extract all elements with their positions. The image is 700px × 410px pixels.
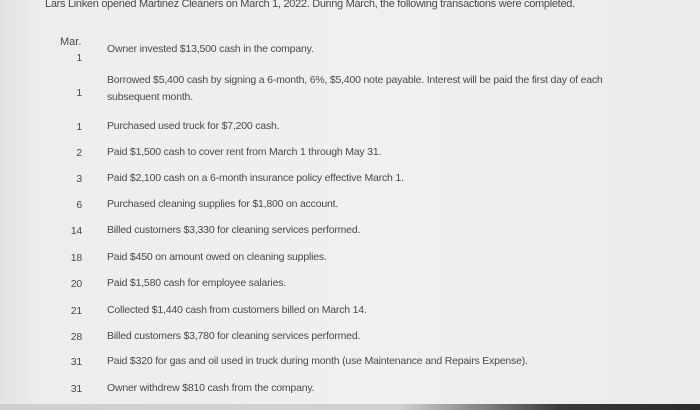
- transaction-text: Paid $450 on amount owed on cleaning supplies.: [107, 251, 327, 263]
- transaction-text: Owner invested $13,500 cash in the company.: [107, 43, 314, 55]
- bottom-edge: [0, 404, 700, 410]
- transaction-text: Paid $1,580 cash for employee salaries.: [107, 277, 286, 289]
- transaction-text: Billed customers $3,330 for cleaning services performed.: [107, 224, 361, 236]
- transaction-day: 1: [76, 87, 82, 99]
- intro-text: Lars Linken opened Martinez Cleaners on March 1, 2022. During March, the following transactions were completed.: [45, 0, 575, 10]
- transaction-text: Collected $1,440 cash from customers billed on March 14.: [107, 304, 367, 316]
- transaction-day: 2: [76, 147, 82, 159]
- transaction-day: 1: [76, 52, 82, 64]
- transaction-text: Billed customers $3,780 for cleaning services performed.: [107, 330, 361, 342]
- transaction-text: Paid $320 for gas and oil used in truck during month (use Maintenance and Repairs Expense).: [107, 355, 528, 367]
- transaction-text: Purchased used truck for $7,200 cash.: [107, 120, 280, 132]
- month-label: Mar.: [60, 36, 82, 48]
- transaction-day: 6: [76, 199, 82, 211]
- transaction-text: Paid $2,100 cash on a 6-month insurance policy effective March 1.: [107, 172, 404, 184]
- transaction-day: 14: [70, 225, 82, 237]
- transaction-day: 21: [70, 305, 82, 317]
- transaction-day: 31: [70, 356, 82, 368]
- transaction-text: Borrowed $5,400 cash by signing a 6-month, 6%, $5,400 note payable. Interest will be paid the first day of each subsequent month.: [107, 74, 603, 103]
- transaction-day: 3: [76, 173, 82, 185]
- transaction-text: Paid $1,500 cash to cover rent from March 1 through May 31.: [107, 146, 382, 158]
- transaction-day: 28: [70, 331, 82, 343]
- transaction-text: Purchased cleaning supplies for $1,800 on account.: [107, 198, 339, 210]
- transaction-day: 31: [70, 383, 82, 395]
- transaction-day: 1: [76, 121, 82, 133]
- transaction-day: 20: [70, 278, 82, 290]
- transaction-day: 18: [70, 252, 82, 264]
- transaction-text: Owner withdrew $810 cash from the company.: [107, 382, 315, 394]
